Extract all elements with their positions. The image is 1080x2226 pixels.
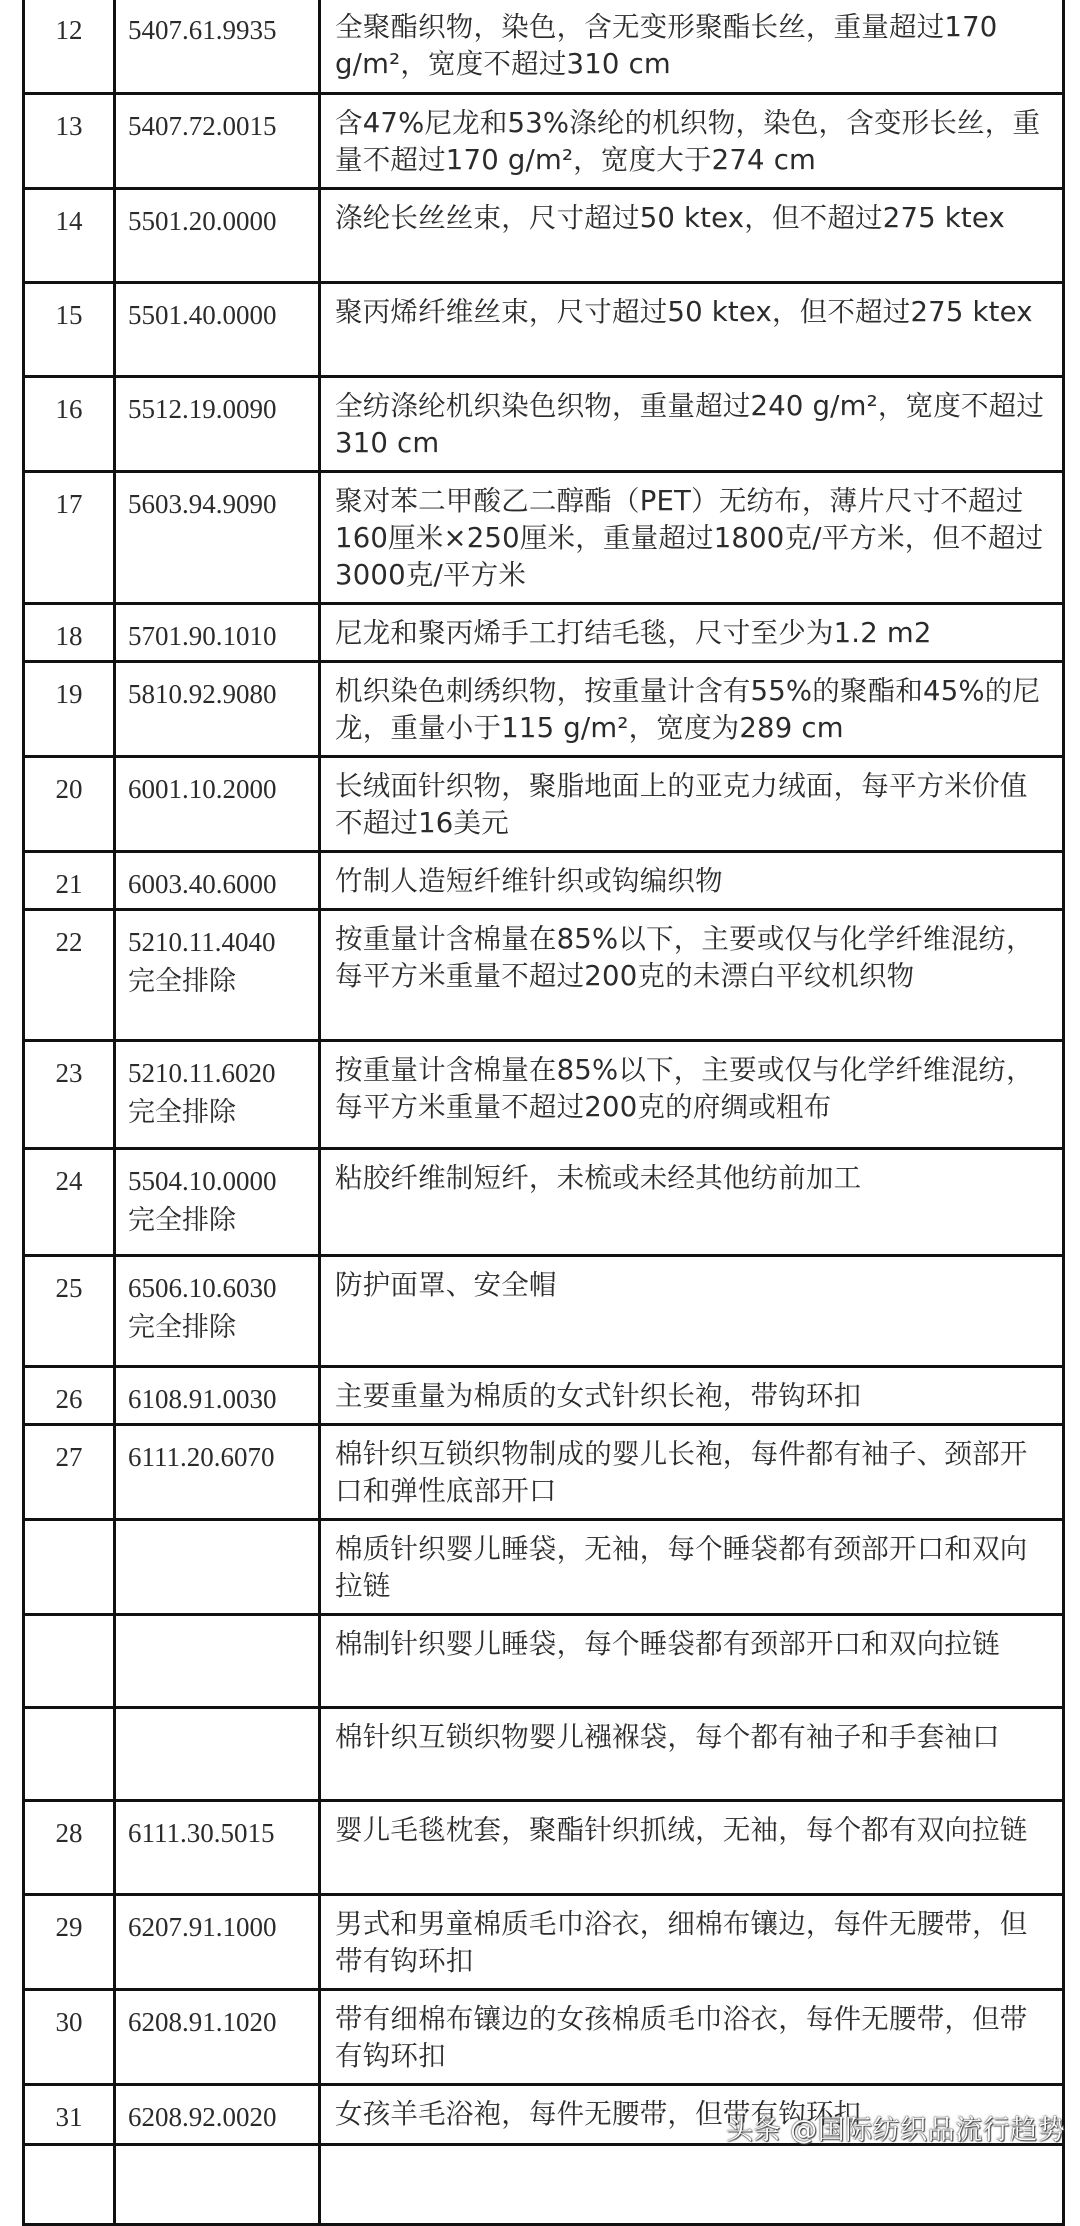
hts-code-cell: [115, 1708, 320, 1801]
hts-code-cell: [115, 377, 320, 472]
hts-code-cell: [115, 472, 320, 604]
hts-code: 5701.90.1010: [128, 621, 277, 651]
hts-code-cell: [115, 1041, 320, 1149]
row-number-cell: [24, 1520, 115, 1615]
hts-code-cell: [115, 2085, 320, 2145]
product-description-cell: 主要重量为棉质的女式针织长袍，带钩环扣: [320, 1367, 1064, 1425]
hts-code-cell: [115, 757, 320, 852]
row-number-cell: 21: [24, 852, 115, 910]
product-description-cell: 防护面罩、安全帽: [320, 1256, 1064, 1367]
product-description-cell: 涤纶长丝丝束，尺寸超过50 ktex，但不超过275 ktex: [320, 189, 1064, 283]
table-row: [24, 662, 1064, 757]
row-number-cell: 27: [24, 1425, 115, 1520]
product-description-cell: 婴儿毛毯枕套，聚酯针织抓绒，无袖，每个都有双向拉链: [320, 1801, 1064, 1895]
hts-code: 6208.92.0020: [128, 2102, 277, 2132]
hts-code: 5810.92.9080: [128, 679, 277, 709]
table-body: [24, 0, 1064, 2225]
hts-code: 5407.61.9935: [128, 15, 277, 45]
hts-code-cell: [115, 189, 320, 283]
product-description-cell: 男式和男童棉质毛巾浴衣，细棉布镶边，每件无腰带，但带有钩环扣: [320, 1895, 1064, 1990]
product-description-cell: 棉针织互锁织物制成的婴儿长袍，每件都有袖子、颈部开口和弹性底部开口: [320, 1425, 1064, 1520]
product-description-cell: 带有细棉布镶边的女孩棉质毛巾浴衣，每件无腰带，但带有钩环扣: [320, 1990, 1064, 2085]
hts-code-cell: [115, 604, 320, 662]
product-description-cell: 粘胶纤维制短纤，未梳或未经其他纺前加工: [320, 1149, 1064, 1256]
hts-code-cell: [115, 1520, 320, 1615]
product-description-cell: 全纺涤纶机织染色织物，重量超过240 g/m²，宽度不超过310 cm: [320, 377, 1064, 472]
hts-code-cell: [115, 0, 320, 94]
row-number-cell: 18: [24, 604, 115, 662]
table-row: [24, 2145, 1064, 2225]
hts-code: 6207.91.1000: [128, 1912, 277, 1942]
row-number-cell: 14: [24, 189, 115, 283]
product-description-cell: [320, 2145, 1064, 2225]
exclusion-note: 完全排除: [128, 966, 236, 997]
hts-code-cell: [115, 94, 320, 189]
table-row: [24, 1425, 1064, 1520]
table-row: [24, 604, 1064, 662]
hts-exclusion-table: [22, 0, 1065, 2226]
hts-code-cell: [115, 1615, 320, 1708]
table-row: [24, 1149, 1064, 1256]
hts-code: 6111.20.6070: [128, 1442, 275, 1472]
row-number-cell: [24, 1615, 115, 1708]
row-number-cell: 19: [24, 662, 115, 757]
row-number-cell: 30: [24, 1990, 115, 2085]
watermark: 头条 @国际纺织品流行趋势: [726, 2115, 1066, 2146]
hts-code: 5210.11.4040: [128, 927, 276, 957]
row-number-cell: 24: [24, 1149, 115, 1256]
hts-code-cell: [115, 1367, 320, 1425]
product-description-cell: 女孩羊毛浴袍，每件无腰带，但带有钩环扣: [320, 2085, 1064, 2145]
hts-code: 5210.11.6020: [128, 1058, 276, 1088]
row-number-cell: [24, 2145, 115, 2225]
product-description-cell: 竹制人造短纤维针织或钩编织物: [320, 852, 1064, 910]
row-number-cell: 16: [24, 377, 115, 472]
hts-code: 5501.40.0000: [128, 300, 277, 330]
table-row: [24, 189, 1064, 283]
hts-code: 6111.30.5015: [128, 1818, 275, 1848]
hts-code-cell: [115, 2145, 320, 2225]
product-description-cell: 聚对苯二甲酸乙二醇酯（PET）无纺布，薄片尺寸不超过160厘米×250厘米，重量超过1800克/平方米，但不超过3000克/平方米: [320, 472, 1064, 604]
exclusion-note: 完全排除: [128, 1312, 236, 1343]
product-description-cell: 棉质针织婴儿睡袋，无袖，每个睡袋都有颈部开口和双向拉链: [320, 1520, 1064, 1615]
table-row: [24, 1895, 1064, 1990]
table-row: [24, 1367, 1064, 1425]
exclusion-note: 完全排除: [128, 1097, 236, 1128]
row-number-cell: 17: [24, 472, 115, 604]
hts-exclusion-table-container: [22, 0, 1062, 2226]
hts-code: 5603.94.9090: [128, 489, 277, 519]
product-description-cell: 聚丙烯纤维丝束，尺寸超过50 ktex，但不超过275 ktex: [320, 283, 1064, 377]
table-row: [24, 757, 1064, 852]
table-row: [24, 910, 1064, 1041]
table-row: [24, 1708, 1064, 1801]
row-number-cell: [24, 1708, 115, 1801]
hts-code-cell: [115, 910, 320, 1041]
hts-code: 6108.91.0030: [128, 1384, 277, 1414]
row-number-cell: 20: [24, 757, 115, 852]
table-row: [24, 1520, 1064, 1615]
hts-code-cell: [115, 662, 320, 757]
table-row: [24, 283, 1064, 377]
hts-code-cell: [115, 1149, 320, 1256]
product-description-cell: 按重量计含棉量在85%以下，主要或仅与化学纤维混纺，每平方米重量不超过200克的未漂白平纹机织物: [320, 910, 1064, 1041]
row-number-cell: 13: [24, 94, 115, 189]
table-row: [24, 1801, 1064, 1895]
table-row: [24, 377, 1064, 472]
product-description-cell: 全聚酯织物，染色，含无变形聚酯长丝，重量超过170 g/m²，宽度不超过310 cm: [320, 0, 1064, 94]
product-description-cell: 尼龙和聚丙烯手工打结毛毯，尺寸至少为1.2 m2: [320, 604, 1064, 662]
hts-code-cell: [115, 1425, 320, 1520]
hts-code-cell: [115, 1256, 320, 1367]
hts-code: 6208.91.1020: [128, 2007, 277, 2037]
row-number-cell: 15: [24, 283, 115, 377]
table-row: [24, 1990, 1064, 2085]
product-description-cell: 长绒面针织物，聚脂地面上的亚克力绒面，每平方米价值不超过16美元: [320, 757, 1064, 852]
row-number-cell: 12: [24, 0, 115, 94]
hts-code-cell: [115, 1895, 320, 1990]
table-row: [24, 1615, 1064, 1708]
row-number-cell: 28: [24, 1801, 115, 1895]
row-number-cell: 22: [24, 910, 115, 1041]
product-description-cell: 棉针织互锁织物婴儿襁褓袋，每个都有袖子和手套袖口: [320, 1708, 1064, 1801]
product-description-cell: 棉制针织婴儿睡袋，每个睡袋都有颈部开口和双向拉链: [320, 1615, 1064, 1708]
exclusion-note: 完全排除: [128, 1205, 236, 1236]
row-number-cell: 25: [24, 1256, 115, 1367]
row-number-cell: 23: [24, 1041, 115, 1149]
hts-code: 6506.10.6030: [128, 1273, 277, 1303]
row-number-cell: 26: [24, 1367, 115, 1425]
product-description-cell: 机织染色刺绣织物，按重量计含有55%的聚酯和45%的尼龙，重量小于115 g/m²，宽度为289 cm: [320, 662, 1064, 757]
product-description-cell: 按重量计含棉量在85%以下，主要或仅与化学纤维混纺，每平方米重量不超过200克的府绸或粗布: [320, 1041, 1064, 1149]
hts-code: 5407.72.0015: [128, 111, 277, 141]
hts-code: 6003.40.6000: [128, 869, 277, 899]
hts-code: 6001.10.2000: [128, 774, 277, 804]
product-description-cell: 含47%尼龙和53%涤纶的机织物，染色，含变形长丝，重量不超过170 g/m²，宽度大于274 cm: [320, 94, 1064, 189]
table-row: [24, 0, 1064, 94]
row-number-cell: 31: [24, 2085, 115, 2145]
hts-code: 5501.20.0000: [128, 206, 277, 236]
hts-code-cell: [115, 852, 320, 910]
table-row: [24, 1256, 1064, 1367]
hts-code: 5512.19.0090: [128, 394, 277, 424]
hts-code-cell: [115, 1990, 320, 2085]
table-row: [24, 472, 1064, 604]
table-row: [24, 852, 1064, 910]
hts-code-cell: [115, 1801, 320, 1895]
hts-code: 5504.10.0000: [128, 1166, 277, 1196]
row-number-cell: 29: [24, 1895, 115, 1990]
hts-code-cell: [115, 283, 320, 377]
table-row: [24, 1041, 1064, 1149]
table-row: [24, 94, 1064, 189]
